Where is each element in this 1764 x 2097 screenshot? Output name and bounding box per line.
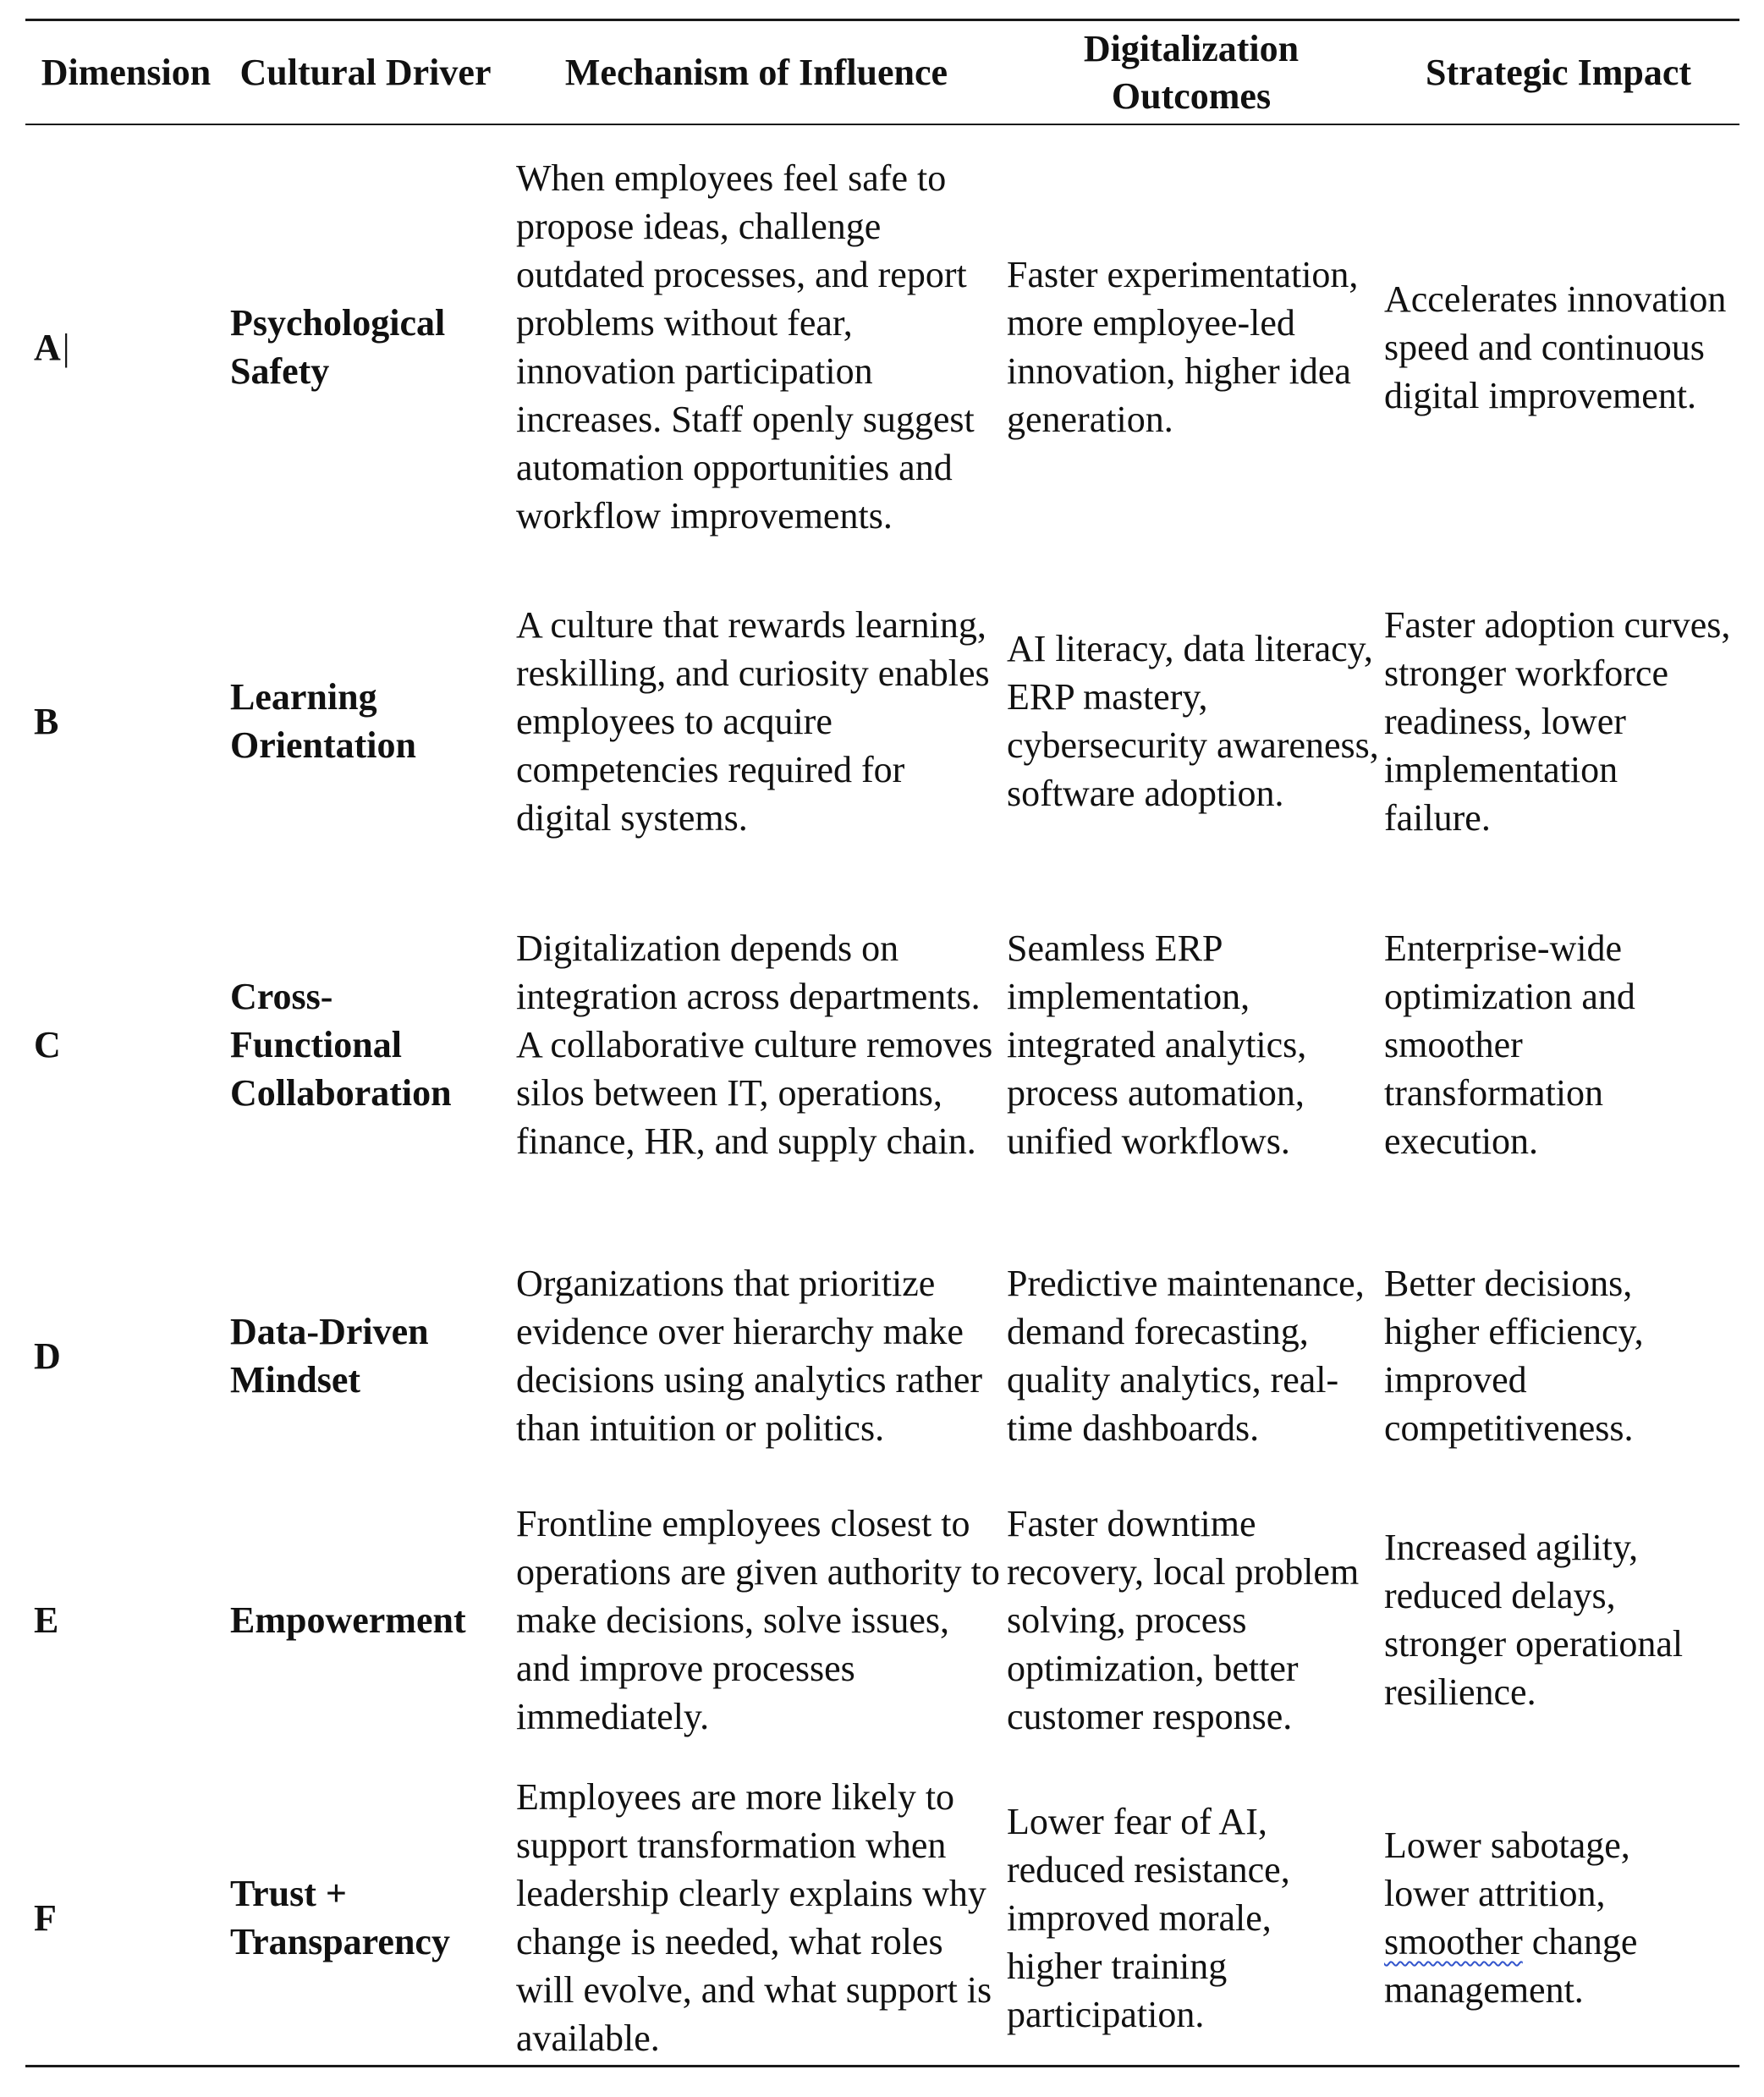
row-b-outcomes: AI literacy, data literacy, ERP mastery, cybersecurity awareness, software adoption. [1007, 628, 1379, 814]
header-mechanism: Mechanism of Influence [564, 52, 948, 93]
row-b-driver: Learning Orientation [230, 676, 416, 766]
row-e-dimension: E [34, 1599, 59, 1641]
row-f-impact-part-1: Lower sabotage, lower attrition, [1384, 1825, 1630, 1914]
row-d-driver: Data-Driven Mindset [230, 1311, 429, 1401]
row-f-impact-part-3: change management. [1384, 1921, 1638, 2011]
row-f-driver: Trust + Transparency [230, 1873, 450, 1962]
row-f-mechanism: Employees are more likely to support transformation when leadership clearly explains why change is needed, what roles will evolve, and what support is available. [516, 1776, 992, 2059]
row-e-driver: Empowerment [230, 1599, 466, 1641]
spellcheck-underlined-word: smoother [1384, 1921, 1523, 1962]
table-header-rule [25, 124, 1739, 125]
row-f-dimension: F [34, 1896, 57, 1939]
row-c-mechanism: Digitalization depends on integration across departments. A collaborative culture removes silos between IT, operations, finance, HR, and supply chain. [516, 927, 993, 1162]
row-d-dimension: D [34, 1335, 61, 1377]
row-e-outcomes: Faster downtime recovery, local problem solving, process optimization, better customer response. [1007, 1502, 1360, 1737]
row-a-outcomes: Faster experimentation, more employee-led innovation, higher idea generation. [1007, 254, 1359, 440]
row-f-outcomes: Lower fear of AI, reduced resistance, improved morale, higher training participation. [1007, 1800, 1290, 2035]
row-a-dimension: A | [34, 326, 70, 368]
row-c-dimension: C [34, 1023, 61, 1065]
row-b-dimension: B [34, 700, 59, 742]
row-d-impact: Better decisions, higher efficiency, improved competitiveness. [1384, 1263, 1644, 1449]
table-top-rule [25, 19, 1739, 21]
header-impact: Strategic Impact [1425, 52, 1691, 93]
row-a-driver: Psychological Safety [230, 302, 446, 392]
row-c-outcomes: Seamless ERP implementation, integrated analytics, process automation, unified workflows. [1007, 927, 1307, 1162]
row-c-driver: Cross-Functional Collaboration [230, 975, 452, 1114]
row-a-impact: Accelerates innovation speed and continuous digital improvement. [1384, 278, 1727, 416]
row-e-impact: Increased agility, reduced delays, stronger operational resilience. [1384, 1527, 1684, 1713]
row-f-impact [1384, 1774, 1706, 2061]
row-d-mechanism: Organizations that prioritize evidence over hierarchy make decisions using analytics rather than intuition or politics. [516, 1263, 983, 1449]
row-e-mechanism: Frontline employees closest to operations are given authority to make decisions, solve issues, and improve processes immediately. [516, 1502, 1000, 1737]
row-d-outcomes: Predictive maintenance, demand forecasting, quality analytics, real-time dashboards. [1007, 1263, 1365, 1449]
row-b-impact: Faster adoption curves, stronger workforce readiness, lower implementation failure. [1384, 603, 1731, 839]
header-cultural-driver: Cultural Driver [239, 52, 492, 93]
row-a-mechanism: When employees feel safe to propose ideas, challenge outdated processes, and report problems without fear, innovation participation increases. Staff openly suggest automation opportunities and workflow improvements. [516, 157, 975, 537]
header-outcomes: Digitalization Outcomes [1083, 28, 1300, 117]
row-b-mechanism: A culture that rewards learning, reskilling, and curiosity enables employees to acquire competencies required for digital systems. [516, 603, 990, 839]
row-c-impact: Enterprise-wide optimization and smoother transformation execution. [1384, 927, 1635, 1162]
table-bottom-rule [25, 2065, 1739, 2067]
header-dimension: Dimension [41, 52, 212, 93]
